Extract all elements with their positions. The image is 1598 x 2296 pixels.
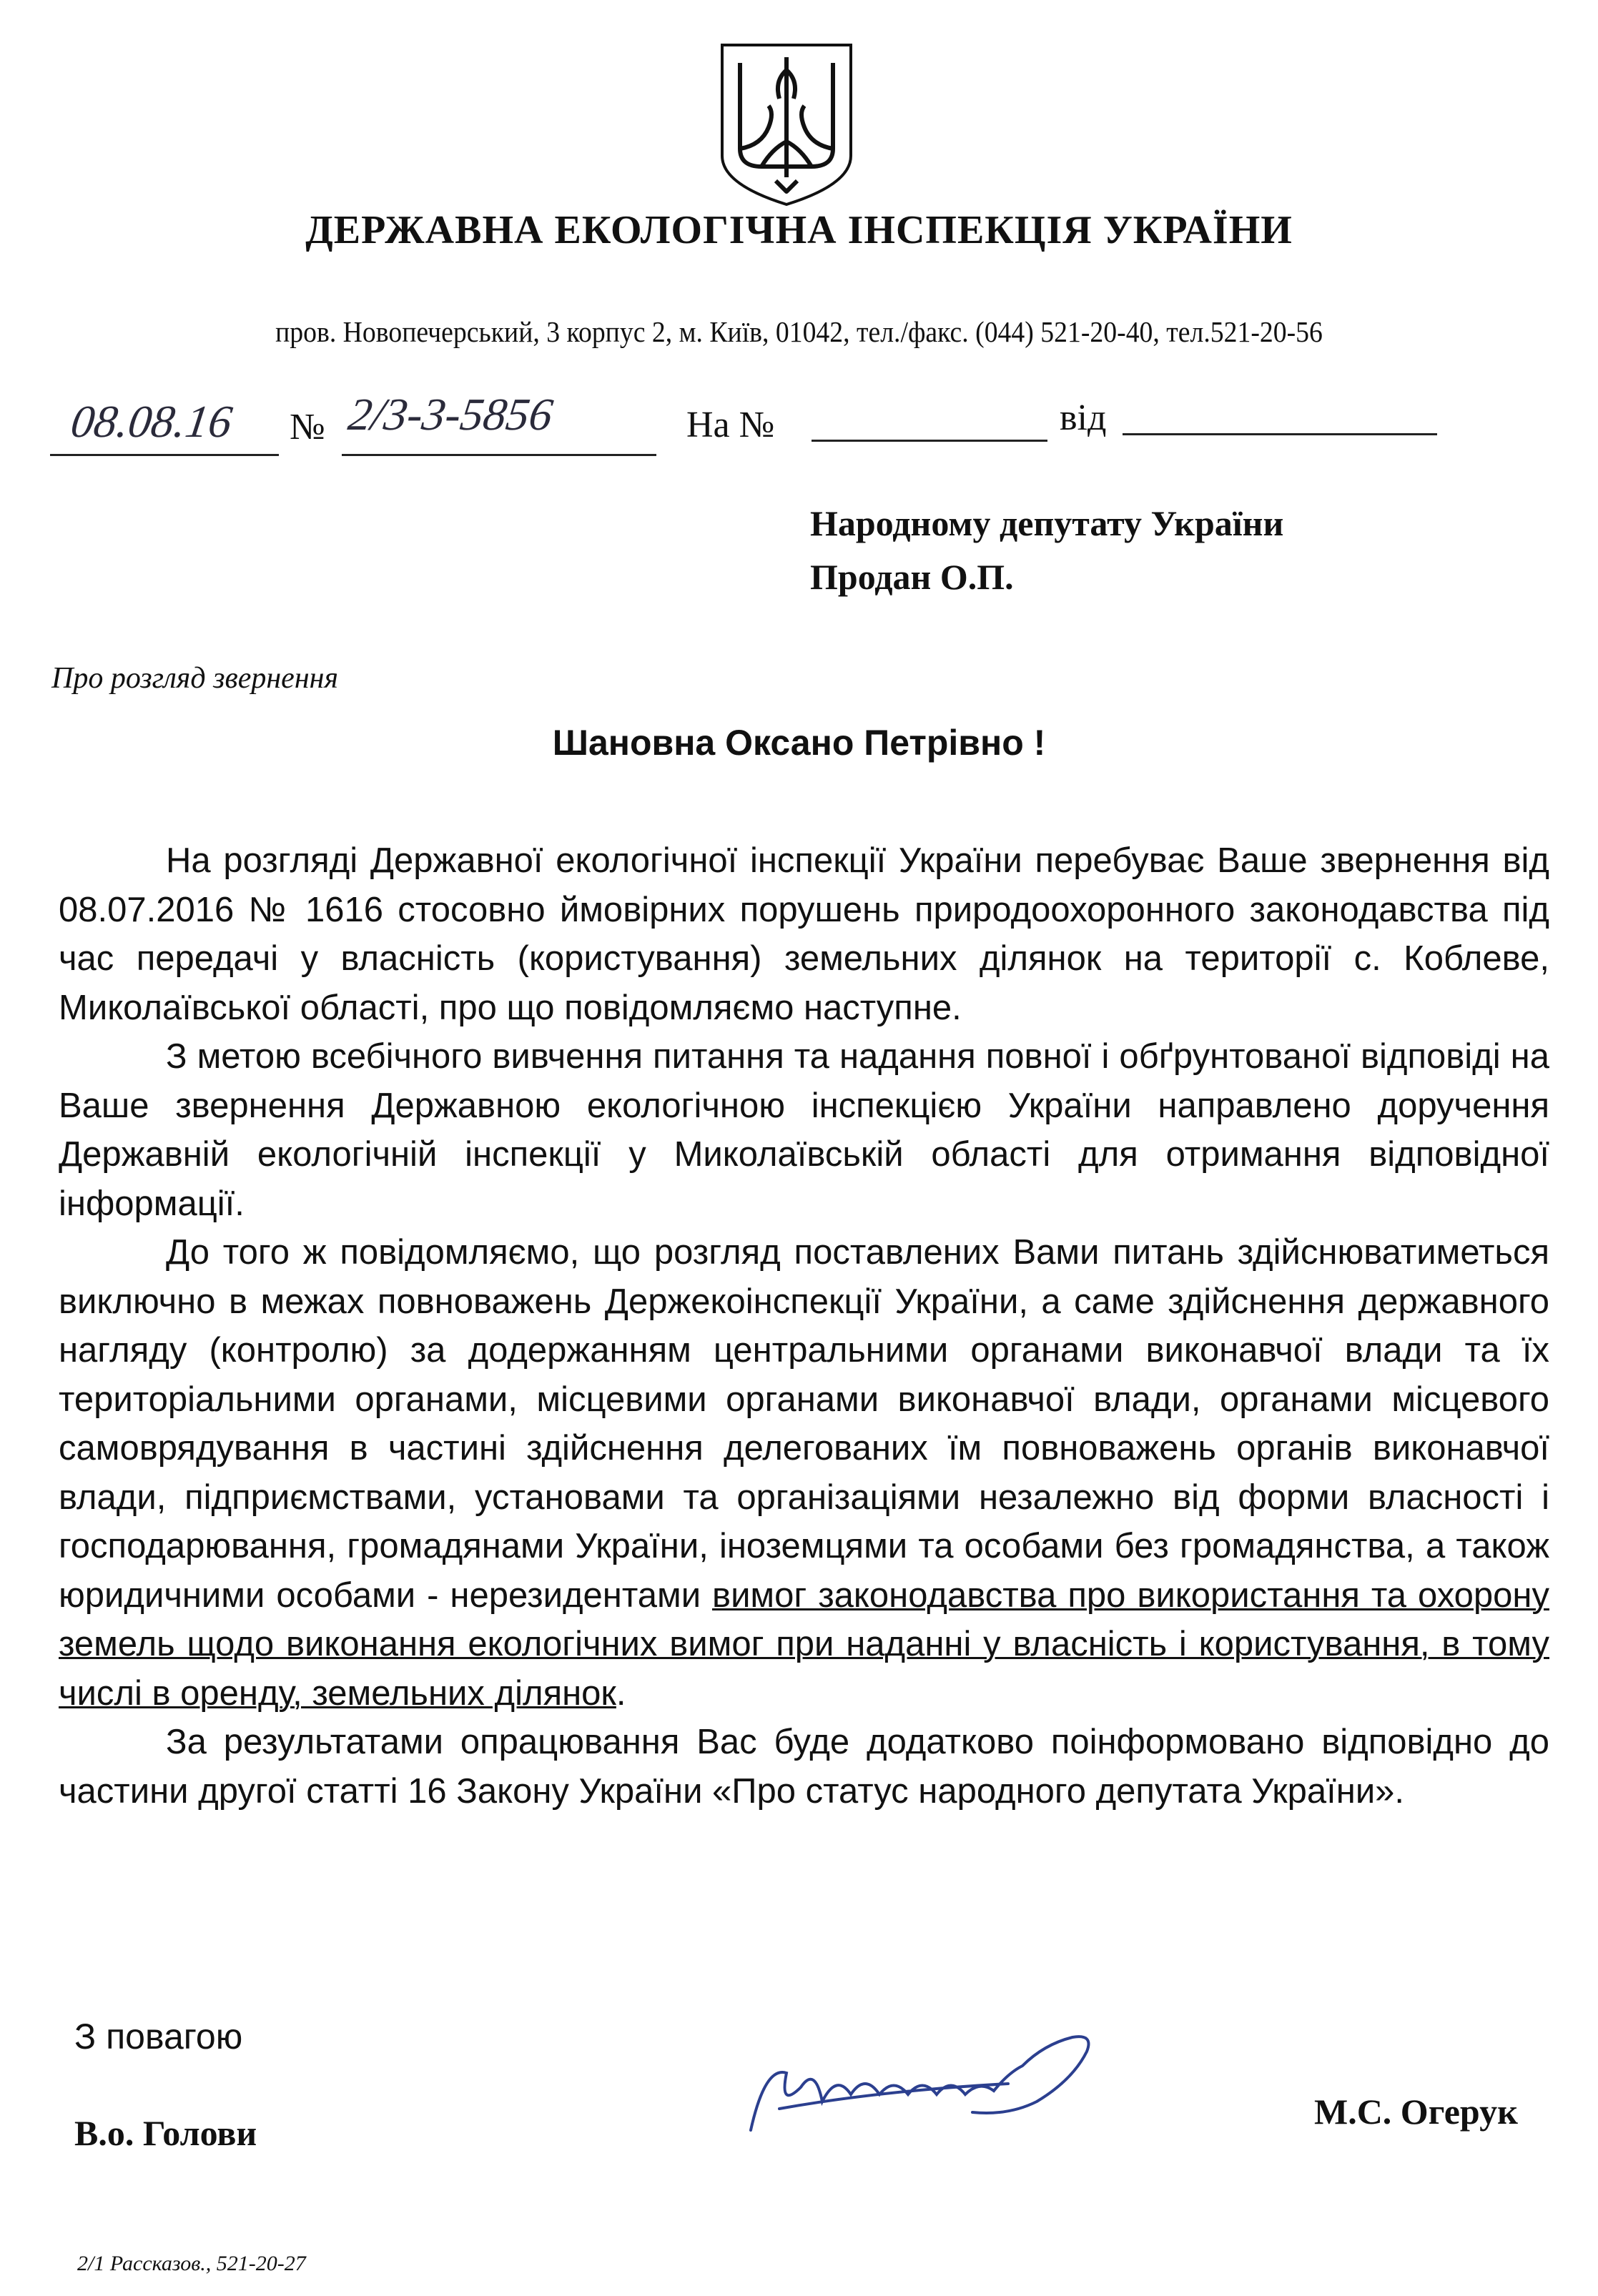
outgoing-date-field <box>50 397 279 456</box>
paragraph-3-underlined: вимог законодавства про використання та охорону земель щодо виконання екологічних вимог при наданні у власність і користування, в тому числі в оренду, земельних ділянок <box>59 1575 1549 1713</box>
paragraph-3 <box>59 1228 1549 1718</box>
paragraph-3-text: До того ж повідомляємо, що розгляд поставлених Вами питань здійснюватиметься виключно в межах повноважень Держекоінспекції України, а саме здійснення державного нагляду (контролю) за додержанням центральними органами виконавчої влади та їх територіальними органами, місцевими органами виконавчої влади, органами місцевого самоврядування в частині здійснення делегованих їм повноважень органів виконавчої влади, підприємствами, установами та організаціями незалежно від форми власності і господарювання, громадянами України, іноземцями та особами без громадянства, а також юридичними особами - нерезидентами <box>59 1233 1549 1615</box>
outgoing-number-field <box>342 389 656 456</box>
coat-of-arms-icon <box>719 41 854 207</box>
salutation: Шановна Оксано Петрівно ! <box>552 723 1046 763</box>
closing-regards: З повагою <box>74 2017 243 2057</box>
subject: Про розгляд звернення <box>51 662 339 695</box>
paragraph-4: За результатами опрацювання Вас буде додатково поінформовано відповідно до частини другої статті 16 Закону України «Про статус народного депутата України». <box>59 1723 1549 1811</box>
paragraph-2: З метою всебічного вивчення питання та надання повної і обґрунтованої відповіді на Ваше звернення Державною екологічною інспекцією України направлено доручення Державній екологічній інспекції у Миколаївській області для отримання відповідної інформації. <box>59 1037 1549 1223</box>
reply-to-number-blank <box>812 397 1047 442</box>
outgoing-date: 08.08.16 <box>68 396 236 447</box>
signer-name: М.С. Огерук <box>1314 2092 1518 2132</box>
from-label: від <box>1060 397 1107 438</box>
from-date-blank <box>1123 392 1437 435</box>
addressee-name: Продан О.П. <box>810 557 1014 597</box>
paragraph-1: На розгляді Державної екологічної інспекції України перебуває Ваше звернення від 08.07.2016 № 1616 стосовно ймовірних порушень природоохоронного законодавства під час передачі у власність (користування) земельних ділянок на території с. Коблеве, Миколаївської області, про що повідомляємо наступне. <box>59 841 1549 1027</box>
addressee <box>810 497 1283 604</box>
letter-body <box>59 836 1549 1816</box>
reply-to-label: На № <box>686 405 775 445</box>
organization-title: ДЕРЖАВНА ЕКОЛОГІЧНА ІНСПЕКЦІЯ УКРАЇНИ <box>305 208 1293 252</box>
organization-address: пров. Новопечерський, 3 корпус 2, м. Київ, 01042, тел./факс. (044) 521-20-40, тел.521-20-56 <box>275 315 1323 348</box>
paragraph-3-end: . <box>616 1673 626 1713</box>
addressee-title: Народному депутату України <box>810 503 1284 543</box>
signer-position: В.о. Голови <box>74 2113 257 2153</box>
outgoing-number: 2/3-3-5856 <box>345 389 556 440</box>
number-label: № <box>290 407 325 447</box>
executor-footer: 2/1 Рассказов., 521-20-27 <box>77 2252 306 2275</box>
handwritten-signature <box>736 2023 1108 2144</box>
